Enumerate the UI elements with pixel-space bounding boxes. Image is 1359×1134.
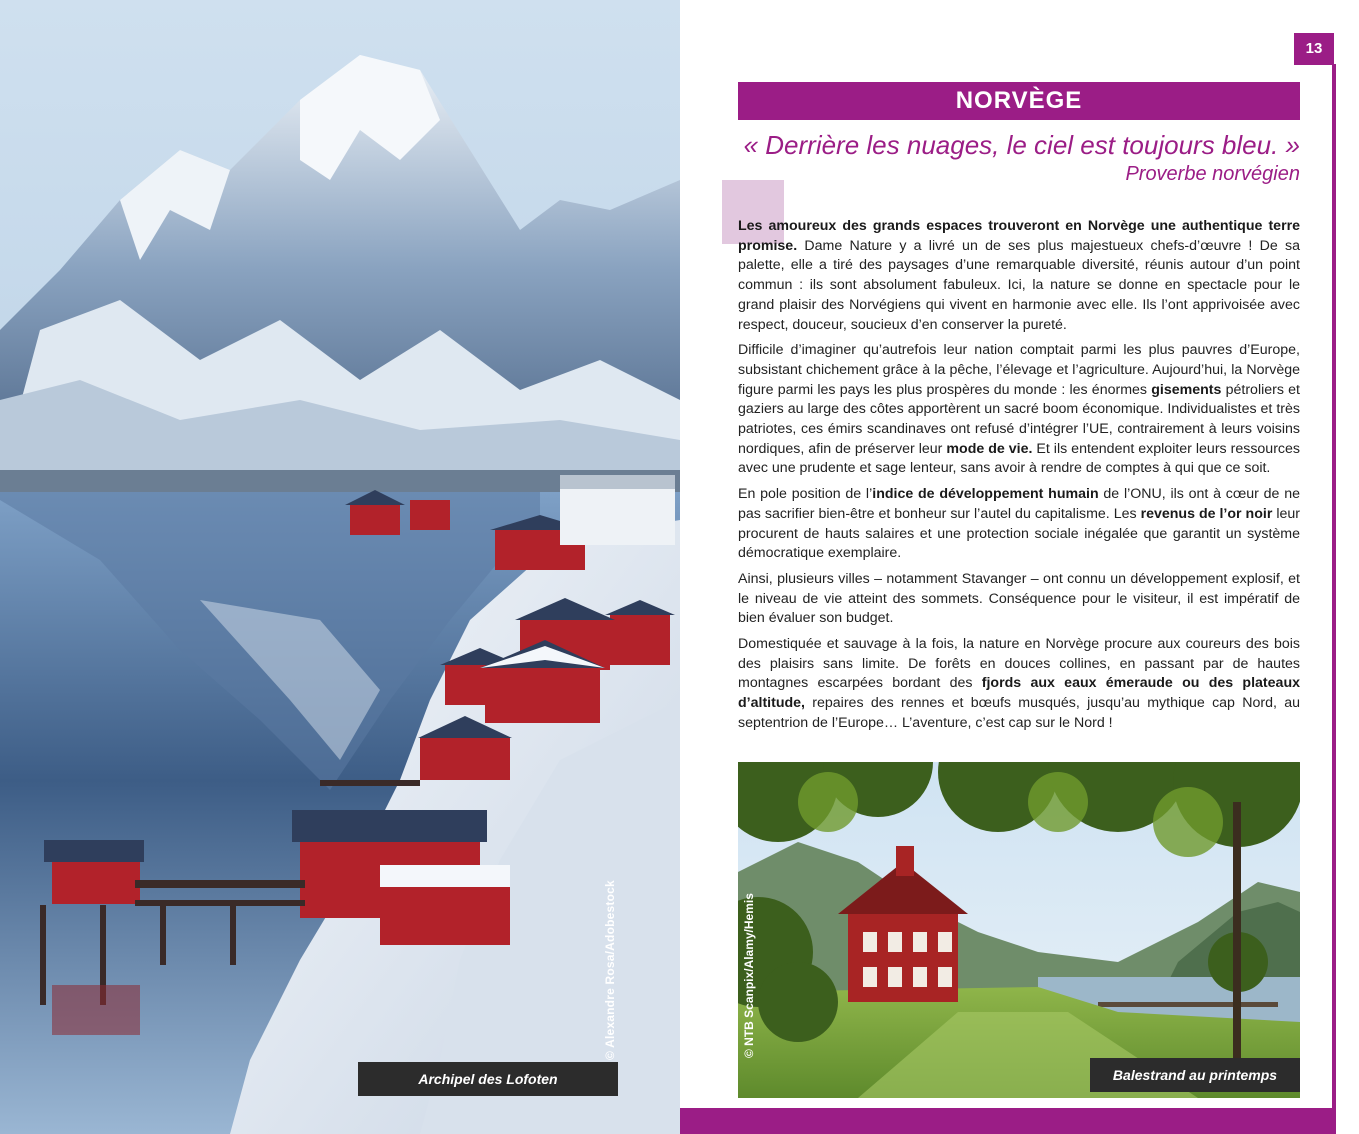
paragraph-1-lead: Les amoureux des grands espaces trouveront en Norvège une authentique terre promise.: [738, 218, 1300, 254]
paragraph-4: [738, 570, 1300, 629]
page-side-bar: [1332, 64, 1336, 1134]
page-number: 13: [1294, 33, 1334, 65]
quote-source: Proverbe norvégien: [1125, 163, 1300, 185]
right-photo-caption: Balestrand au printemps: [1090, 1058, 1300, 1092]
paragraph-2: [738, 341, 1300, 479]
paragraph-5: [738, 635, 1300, 734]
paragraph-4-text: Ainsi, plusieurs villes – notamment Stavanger – ont connu un développement explosif, et le niveau de vie atteint des sommets. Conséquence pour le visiteur, il est impératif de bien évaluer son budget.: [738, 570, 1300, 627]
paragraph-2-text-c: Et ils entendent exploiter leurs ressources avec une prudente et sage lenteur, sans avoir à rendre de comptes à qui que ce soit.: [738, 440, 1301, 477]
paragraph-5-text-a: Domestiquée et sauvage à la fois, la nature en Norvège procure aux coureurs des bois des plaisirs sans limite. De forêts en douces collines, en passant par de hautes montagnes escarpées bordant des: [738, 636, 1300, 692]
paragraph-2-bold-b: mode de vie.: [946, 440, 1033, 457]
paragraph-3: [738, 485, 1300, 564]
paragraph-5-bold-a: fjords aux eaux émeraude ou des plateaux d’altitude,: [738, 675, 1300, 712]
paragraph-1: [738, 217, 1300, 335]
paragraph-3-bold-b: revenus de l’or noir: [1140, 505, 1273, 522]
left-photo-credit: © Alexandre Rosa/Adobestock: [603, 880, 617, 1060]
quote: « Derrière les nuages, le ciel est toujours bleu. »: [743, 130, 1300, 160]
paragraph-3-text-a: En pole position de l’: [738, 486, 873, 503]
paragraph-5-text-b: repaires des rennes et bœufs musqués, jusqu’au mythique cap Nord, au septentrion de l’Europe… L’aventure, c’est cap sur le Nord !: [738, 695, 1300, 731]
paragraph-2-bold-a: gisements: [1151, 381, 1222, 398]
balestrand-illustration: [738, 762, 1300, 1098]
paragraph-3-text-b: de l’ONU, ils ont à cœur de ne pas sacrifier bien-être et bonheur sur l’autel du capitalisme. Les: [738, 486, 1301, 522]
paragraph-1-text: Dame Nature y a livré un de ses plus majestueux chefs-d’œuvre ! De sa palette, elle a tiré des paysages d’une remarquable diversité, réunis autour d’un point commun : ils sont absolument fabuleux. Ici, la nature se donne en spectacle pour le grand plaisir des Norvégiens qui vivent en harmonie avec elle. Ils l’ont apprivoisée avec respect, douceur, soucieux d’en conserver la pureté.: [738, 237, 1300, 333]
left-photo-caption: Archipel des Lofoten: [358, 1062, 618, 1096]
article-body: [738, 217, 1300, 740]
balestrand-photo: [738, 762, 1300, 1098]
paragraph-3-bold-a: indice de développement humain: [872, 486, 1099, 503]
paragraph-3-text-c: leur procurent de hauts salaires et une protection sociale inégalée que garantit un système démocratique exemplaire.: [738, 505, 1300, 562]
page-bottom-border: [680, 1108, 1332, 1134]
paragraph-2-text-b: pétroliers et gaziers au large des côtes apportèrent un sacré boom économique. Individualistes et très patriotes, ces émirs scandinaves ont refusé d’intégrer l’UE, contrairement à leurs voisins nordiques, afin de préserver leur: [738, 381, 1300, 457]
right-photo-credit: © NTB Scanpix/Alamy/Hemis: [742, 893, 756, 1058]
page-title: NORVÈGE: [738, 82, 1300, 120]
paragraph-2-text-a: Difficile d’imaginer qu’autrefois leur nation comptait parmi les plus pauvres d’Europe, subsistant chichement grâce à la pêche, l’élevage et l’agriculture. Aujourd’hui, la Norvège figure parmi les pays les plus prospères du monde : les énormes: [738, 342, 1300, 398]
